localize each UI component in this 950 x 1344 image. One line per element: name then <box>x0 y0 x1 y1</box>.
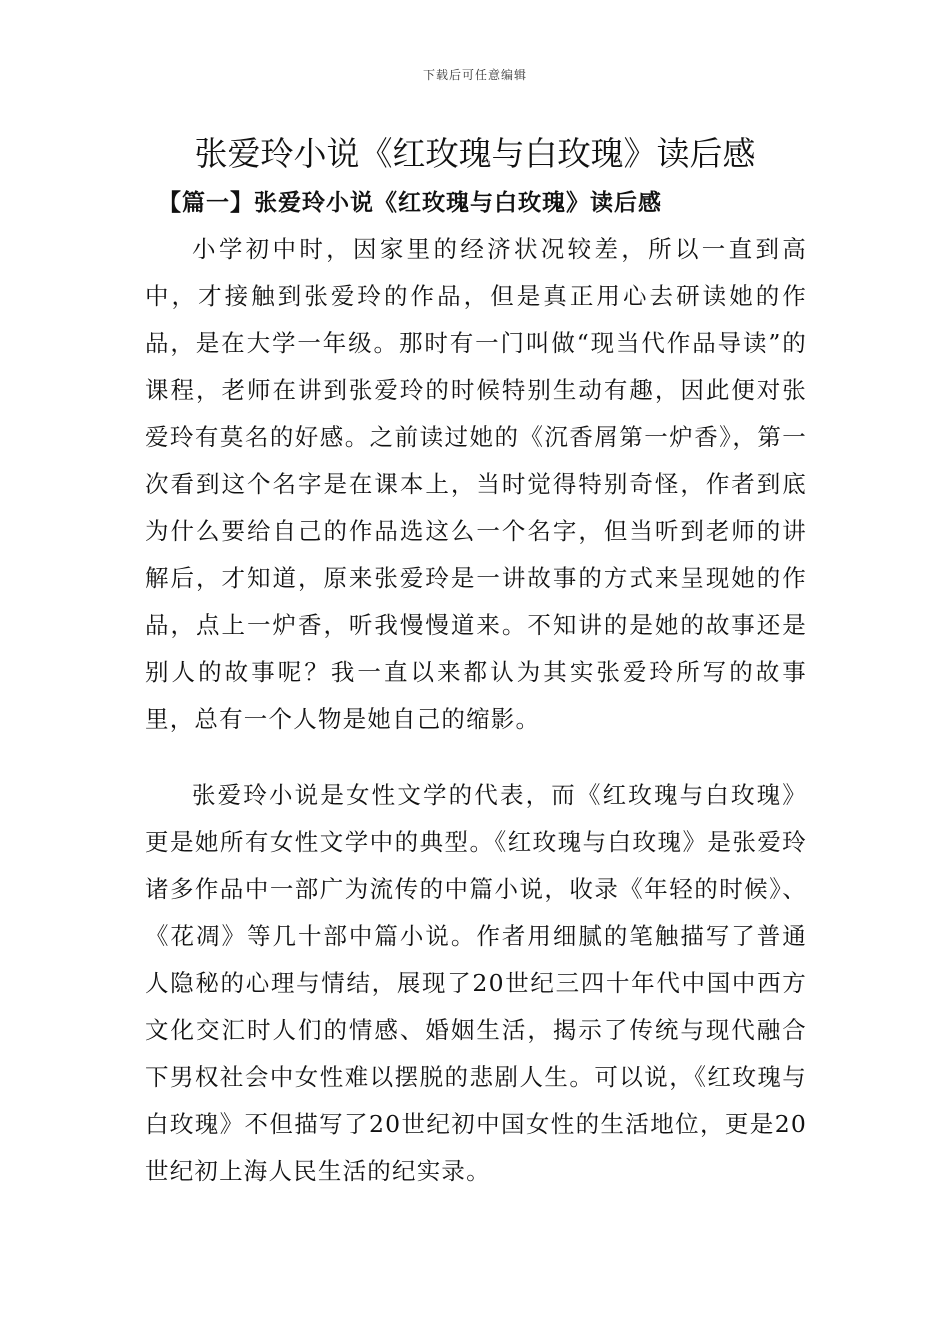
section-heading: 【篇一】张爱玲小说《红玫瑰与白玫瑰》读后感 <box>158 189 662 216</box>
paragraph-1: 小学初中时，因家里的经济状况较差，所以一直到高中，才接触到张爱玲的作品，但是真正用心去研读她的作品，是在大学一年级。那时有一门叫做“现当代作品导读”的课程，老师在讲到张爱玲的时候特别生动有趣，因此便对张爱玲有莫名的好感。之前读过她的《沉香屑第一炉香》，第一次看到这个名字是在课本上，当时觉得特别奇怪，作者到底为什么要给自己的作品选这么一个名字，但当听到老师的讲解后，才知道，原来张爱玲是一讲故事的方式来呈现她的作品，点上一炉香，听我慢慢道来。不知讲的是她的故事还是别人的故事呢？我一直以来都认为其实张爱玲所写的故事里，总有一个人物是她自己的缩影。 <box>145 235 807 733</box>
document-title: 张爱玲小说《红玫瑰与白玫瑰》读后感 <box>194 134 756 173</box>
paragraph-2: 张爱玲小说是女性文学的代表，而《红玫瑰与白玫瑰》更是她所有女性文学中的典型。《红玫瑰与白玫瑰》是张爱玲诸多作品中一部广为流传的中篇小说，收录《年轻的时候》、《花凋》等几十部中篇小说。作者用细腻的笔触描写了普通人隐秘的心理与情结，展现了20世纪三四十年代中国中西方文化交汇时人们的情感、婚姻生活，揭示了传统与现代融合下男权社会中女性难以摆脱的悲剧人生。可以说，《红玫瑰与白玫瑰》不但描写了20世纪初中国女性的生活地位，更是20世纪初上海人民生活的纪实录。 <box>145 781 807 1185</box>
header-note: 下载后可任意编辑 <box>422 68 527 82</box>
